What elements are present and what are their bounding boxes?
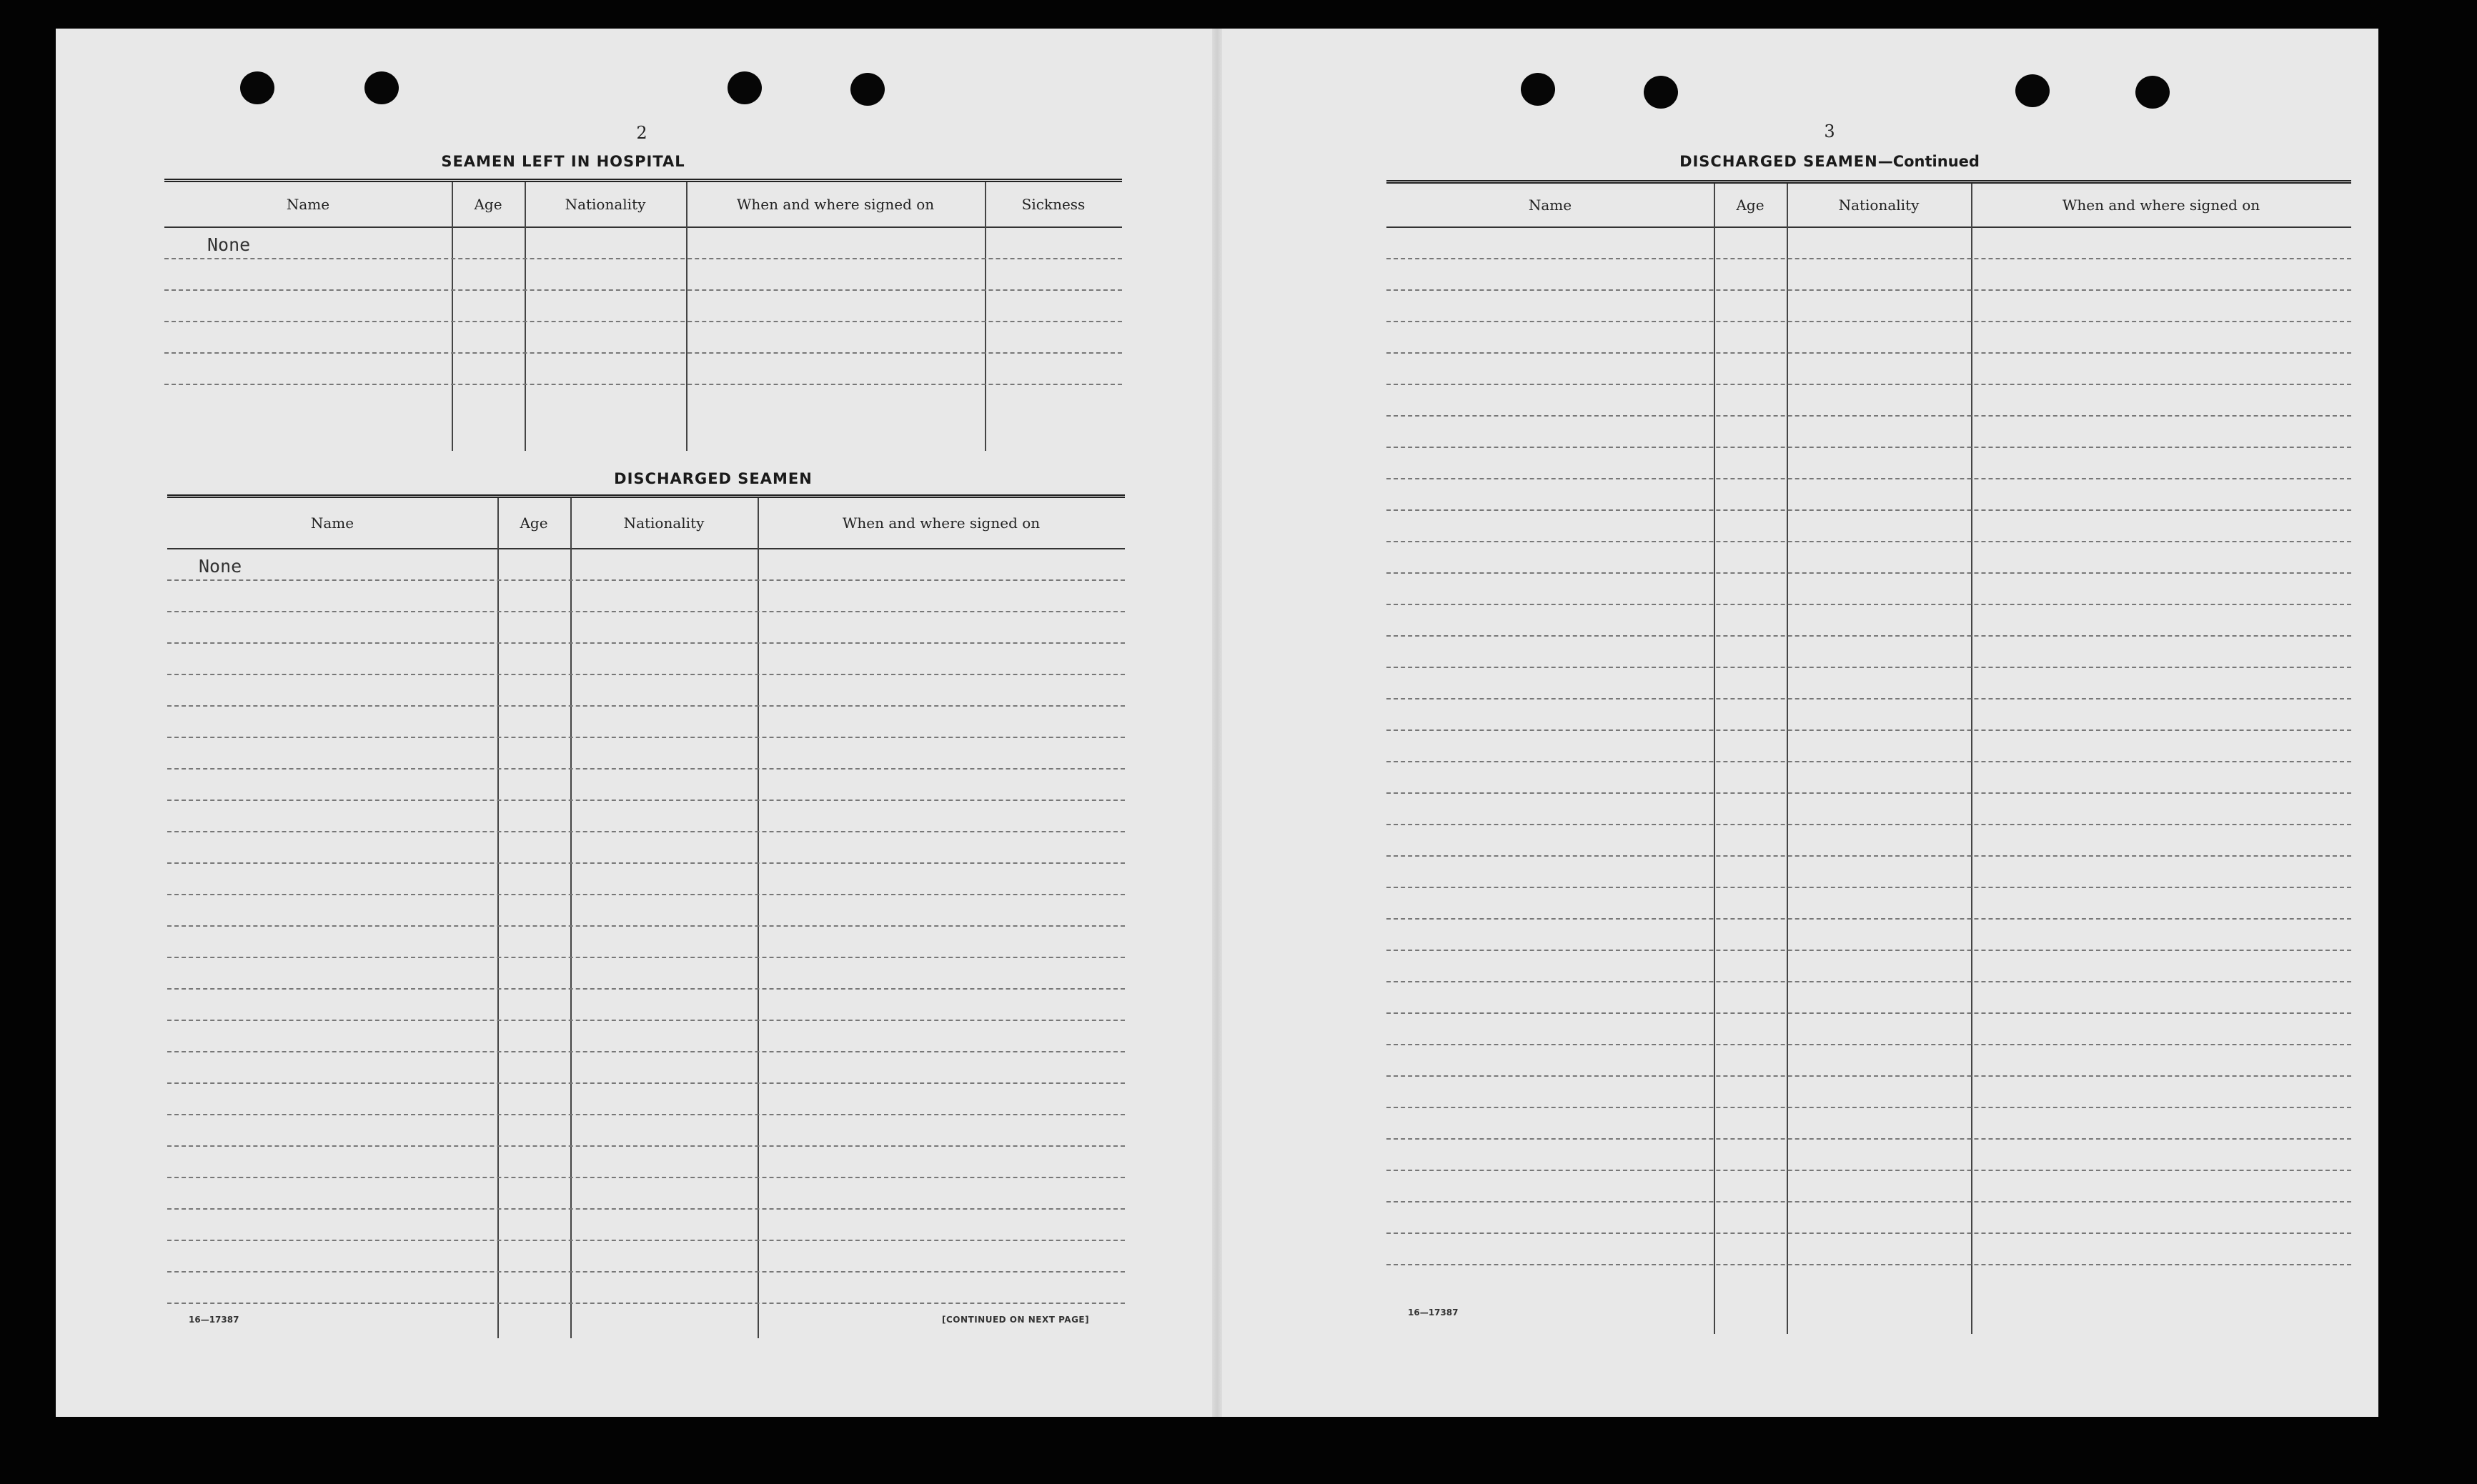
discharged-table xyxy=(167,494,1125,1338)
table-row xyxy=(1386,228,2351,259)
table-row xyxy=(167,1084,1125,1115)
table-row xyxy=(1386,1045,2351,1077)
table-row xyxy=(167,927,1125,958)
table-row xyxy=(1386,920,2351,951)
table-row xyxy=(164,322,1122,354)
table-row xyxy=(167,581,1125,612)
table-row xyxy=(167,612,1125,644)
name-entry: None xyxy=(207,234,251,255)
table-row xyxy=(1386,668,2351,699)
table-row xyxy=(167,1052,1125,1084)
column-header-signed-on: When and where signed on xyxy=(736,196,935,213)
table-row xyxy=(1386,1140,2351,1171)
table-row xyxy=(1386,1077,2351,1108)
table-row xyxy=(167,864,1125,895)
table-row xyxy=(1386,322,2351,354)
table-row xyxy=(167,770,1125,801)
column-header-signed-on: When and where signed on xyxy=(2062,196,2260,214)
table-row xyxy=(1386,637,2351,668)
table-row xyxy=(1386,1014,2351,1045)
column-header-age: Age xyxy=(520,514,548,532)
punch-hole xyxy=(1644,76,1678,109)
column-header-nationality: Nationality xyxy=(623,514,705,532)
table-row xyxy=(167,644,1125,675)
table-row xyxy=(164,354,1122,385)
table-row xyxy=(164,228,1122,259)
column-header-name: Name xyxy=(310,514,354,532)
form-code: 16—17387 xyxy=(1408,1308,1459,1318)
table-row xyxy=(167,1210,1125,1241)
discharged-section-title: DISCHARGED SEAMEN xyxy=(614,470,813,487)
table-row xyxy=(1386,605,2351,637)
continued-note: [CONTINUED ON NEXT PAGE] xyxy=(942,1315,1090,1325)
table-row xyxy=(1386,699,2351,731)
table-row xyxy=(1386,762,2351,794)
right-page xyxy=(1221,29,2378,1417)
punch-hole xyxy=(728,71,762,104)
table-row xyxy=(167,549,1125,581)
discharged-continued-table xyxy=(1386,180,2351,1334)
table-row xyxy=(1386,354,2351,385)
punch-hole xyxy=(2015,74,2050,107)
punch-hole xyxy=(364,71,399,104)
hospital-table xyxy=(164,179,1122,451)
table-row xyxy=(167,1115,1125,1147)
table-row xyxy=(167,958,1125,990)
table-row xyxy=(1386,385,2351,417)
table-row xyxy=(1386,825,2351,857)
column-header-sickness: Sickness xyxy=(1021,196,1086,213)
table-row xyxy=(1386,794,2351,825)
punch-hole xyxy=(850,73,885,106)
punch-hole xyxy=(2135,76,2170,109)
column-header-nationality: Nationality xyxy=(565,196,646,213)
table-row xyxy=(1386,479,2351,511)
table-row xyxy=(167,1147,1125,1178)
table-row xyxy=(1386,417,2351,448)
table-row xyxy=(167,990,1125,1021)
table-row xyxy=(1386,1171,2351,1202)
column-header-name: Name xyxy=(1528,196,1572,214)
table-row xyxy=(1386,731,2351,762)
table-row xyxy=(167,675,1125,707)
table-row xyxy=(1386,291,2351,322)
table-row xyxy=(167,1021,1125,1052)
punch-hole xyxy=(1521,73,1555,106)
continued-suffix: —Continued xyxy=(1877,153,1980,170)
table-row xyxy=(1386,1108,2351,1140)
table-row xyxy=(1386,888,2351,920)
form-code: 16—17387 xyxy=(189,1315,239,1325)
column-header-age: Age xyxy=(474,196,502,213)
table-row xyxy=(167,895,1125,927)
table-row xyxy=(167,832,1125,864)
page-number: 3 xyxy=(1824,121,1835,141)
table-row xyxy=(1386,574,2351,605)
column-header-nationality: Nationality xyxy=(1838,196,1920,214)
table-row xyxy=(167,801,1125,832)
table-row xyxy=(1386,511,2351,542)
page-number: 2 xyxy=(636,123,647,143)
left-page xyxy=(56,29,1213,1417)
hospital-section-title: SEAMEN LEFT IN HOSPITAL xyxy=(441,153,685,170)
table-row xyxy=(1386,448,2351,479)
table-row xyxy=(1386,951,2351,982)
discharged-continued-title xyxy=(1601,153,2058,170)
table-row xyxy=(167,1241,1125,1273)
column-header-signed-on: When and where signed on xyxy=(842,514,1041,532)
table-row xyxy=(1386,1234,2351,1265)
table-row xyxy=(167,738,1125,770)
table-row xyxy=(1386,259,2351,291)
table-row xyxy=(1386,857,2351,888)
table-row xyxy=(167,707,1125,738)
table-row xyxy=(164,291,1122,322)
table-row xyxy=(164,259,1122,291)
column-header-age: Age xyxy=(1736,196,1764,214)
table-row xyxy=(1386,1202,2351,1234)
table-row xyxy=(1386,542,2351,574)
column-header-name: Name xyxy=(286,196,330,213)
name-entry: None xyxy=(199,556,242,577)
document-sheet xyxy=(56,29,2378,1417)
table-row xyxy=(167,1178,1125,1210)
discharged-title: DISCHARGED SEAMEN xyxy=(1679,153,1878,170)
table-row xyxy=(167,1273,1125,1304)
punch-hole xyxy=(240,71,274,104)
table-row xyxy=(1386,982,2351,1014)
